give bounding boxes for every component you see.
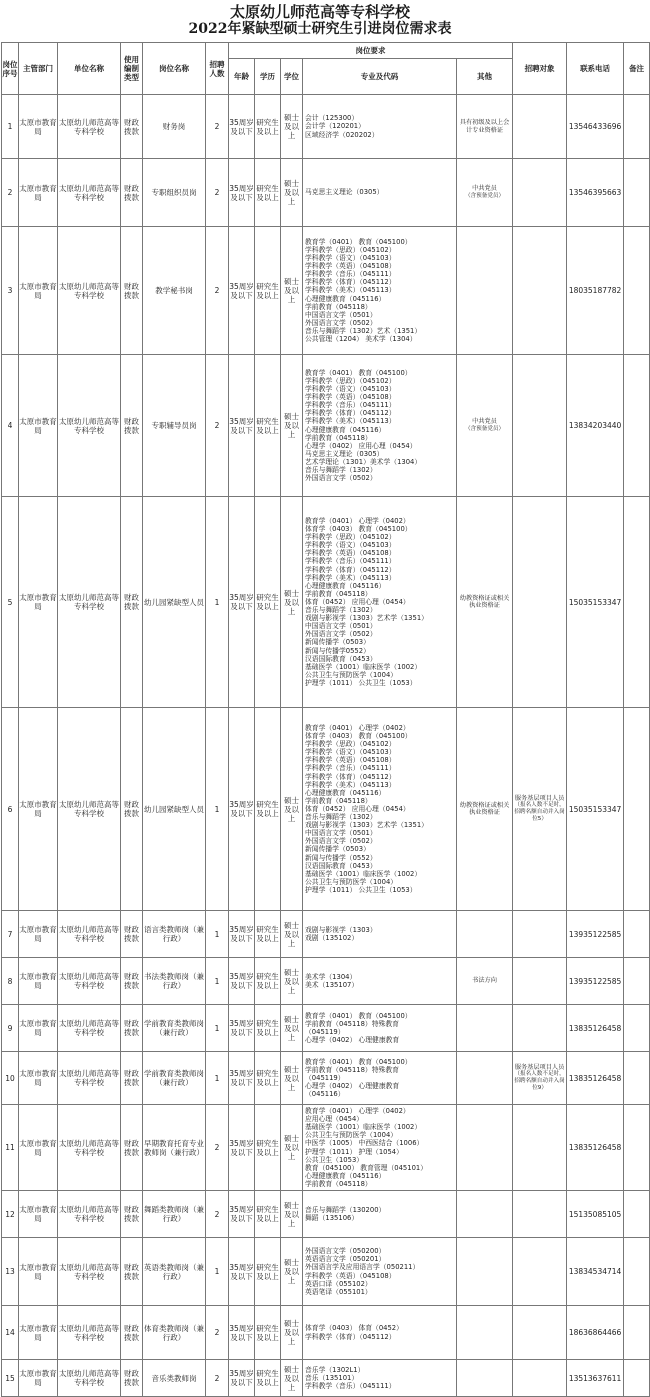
header-count: 招聘人数 — [206, 43, 229, 95]
cell-unit: 太原幼儿师范高等专科学校 — [58, 1360, 121, 1397]
cell-seq: 10 — [2, 1052, 19, 1105]
cell-age: 35周岁及以下 — [229, 1105, 255, 1191]
cell-unit: 太原幼儿师范高等专科学校 — [58, 1238, 121, 1306]
cell-degree: 硕士及以上 — [281, 1191, 303, 1238]
cell-degree: 硕士及以上 — [281, 1360, 303, 1397]
cell-education: 研究生及以上 — [255, 1360, 281, 1397]
cell-dept: 太原市教育局 — [19, 497, 58, 708]
cell-target — [513, 708, 567, 911]
cell-unit: 太原幼儿师范高等专科学校 — [58, 1052, 121, 1105]
cell-post: 教学秘书岗 — [143, 227, 206, 355]
cell-other-text: 具有初级及以上会计专业资格证 — [459, 119, 510, 134]
cell-seq: 8 — [2, 958, 19, 1005]
cell-phone: 15035153347 — [567, 708, 624, 911]
cell-post: 音乐类教师岗 — [143, 1360, 206, 1397]
cell-count: 1 — [206, 958, 229, 1005]
cell-post: 幼儿园紧缺型人员 — [143, 497, 206, 708]
table-row — [2, 911, 650, 958]
cell-dept: 太原市教育局 — [19, 1005, 58, 1052]
cell-dept: 太原市教育局 — [19, 1306, 58, 1360]
cell-seq: 14 — [2, 1306, 19, 1360]
cell-seq: 3 — [2, 227, 19, 355]
cell-unit: 太原幼儿师范高等专科学校 — [58, 497, 121, 708]
document-title: 太原幼儿师范高等专科学校 — [229, 3, 410, 21]
header-target: 招聘对象 — [513, 43, 567, 95]
cell-degree: 硕士及以上 — [281, 1005, 303, 1052]
cell-education: 研究生及以上 — [255, 227, 281, 355]
cell-count: 2 — [206, 95, 229, 159]
cell-staffing: 财政拨款 — [121, 497, 143, 708]
cell-phone: 15135085105 — [567, 1191, 624, 1238]
cell-education: 研究生及以上 — [255, 159, 281, 227]
cell-target — [513, 159, 567, 227]
cell-other — [457, 1105, 513, 1191]
table-row — [2, 1306, 650, 1360]
cell-phone: 13935122585 — [567, 958, 624, 1005]
cell-phone: 13834534714 — [567, 1238, 624, 1306]
cell-post: 学前教育类教师岗（兼行政） — [143, 1005, 206, 1052]
cell-post: 幼儿园紧缺型人员 — [143, 708, 206, 911]
cell-other — [457, 1360, 513, 1397]
cell-education: 研究生及以上 — [255, 1105, 281, 1191]
cell-unit: 太原幼儿师范高等专科学校 — [58, 708, 121, 911]
cell-major: 教育学（0401） 教育（045100） 学前教育（045118）特殊教育 （045119） 心理学（0402） 心理健康教育 — [303, 1005, 457, 1052]
cell-unit: 太原幼儿师范高等专科学校 — [58, 911, 121, 958]
cell-dept: 太原市教育局 — [19, 1191, 58, 1238]
cell-staffing: 财政拨款 — [121, 1238, 143, 1306]
cell-count: 1 — [206, 708, 229, 911]
cell-target — [513, 958, 567, 1005]
cell-count: 1 — [206, 1052, 229, 1105]
table-row — [2, 1052, 650, 1105]
cell-degree: 硕士及以上 — [281, 497, 303, 708]
cell-dept: 太原市教育局 — [19, 1052, 58, 1105]
cell-major: 教育学（0401） 心理学（0402） 体育学（0403） 教育（045100） 学科教学（思政）（045102） 学科教学（语文）（045103） 学科教学（英语）（045108） 学科教学（音乐）（045111） 学科教学（体育）（045112） 学科教学（美术）（045113） 心理健康教育（045116） 学前教育（045118） 体育（0452） 应用心理（0454） 音乐与舞蹈学（1302） 戏剧与影视学（1303）艺术学（1351） 中国语言文学（0501） 外国语言文学（0502） 新闻传播学（0503） 新闻与传播学（0552） 汉语国际教育（0453） 基础医学（1001）临床医学（1002） 公共卫生与预防医学（1004） 护理学（1011） 公共卫生（1053） — [303, 708, 457, 911]
cell-staffing: 财政拨款 — [121, 1360, 143, 1397]
cell-remark — [624, 95, 650, 159]
cell-other — [457, 958, 513, 1005]
cell-other — [457, 1191, 513, 1238]
cell-count: 2 — [206, 227, 229, 355]
cell-major: 会计（125300） 会计学（120201） 区域经济学（020202） — [303, 95, 457, 159]
cell-other — [457, 1238, 513, 1306]
table-row — [2, 1105, 650, 1191]
cell-seq: 4 — [2, 355, 19, 497]
cell-phone: 13834203440 — [567, 355, 624, 497]
cell-degree: 硕士及以上 — [281, 1052, 303, 1105]
cell-count: 2 — [206, 1191, 229, 1238]
cell-degree: 硕士及以上 — [281, 227, 303, 355]
cell-major: 马克思主义理论（0305） — [303, 159, 457, 227]
cell-other — [457, 227, 513, 355]
cell-seq: 13 — [2, 1238, 19, 1306]
cell-other — [457, 1052, 513, 1105]
cell-other-text: 中共党员 — [472, 418, 497, 426]
cell-remark — [624, 1052, 650, 1105]
cell-degree: 硕士及以上 — [281, 355, 303, 497]
cell-unit: 太原幼儿师范高等专科学校 — [58, 1306, 121, 1360]
cell-post: 财务岗 — [143, 95, 206, 159]
cell-staffing: 财政拨款 — [121, 1005, 143, 1052]
cell-major: 戏剧与影视学（1303） 戏剧（135102） — [303, 911, 457, 958]
cell-remark — [624, 708, 650, 911]
cell-phone: 18035187782 — [567, 227, 624, 355]
cell-degree: 硕士及以上 — [281, 1105, 303, 1191]
cell-other — [457, 1306, 513, 1360]
cell-seq: 9 — [2, 1005, 19, 1052]
cell-seq: 7 — [2, 911, 19, 958]
cell-other-text: 幼教资格证或相关执业资格证 — [459, 594, 510, 609]
cell-unit: 太原幼儿师范高等专科学校 — [58, 159, 121, 227]
cell-staffing: 财政拨款 — [121, 355, 143, 497]
cell-seq: 11 — [2, 1105, 19, 1191]
header-requirements: 岗位要求 — [229, 43, 513, 59]
cell-phone: 18636864466 — [567, 1306, 624, 1360]
cell-education: 研究生及以上 — [255, 1238, 281, 1306]
cell-staffing: 财政拨款 — [121, 708, 143, 911]
cell-unit: 太原幼儿师范高等专科学校 — [58, 1105, 121, 1191]
header-age: 年龄 — [229, 59, 255, 95]
cell-major: 音乐与舞蹈学（130200） 舞蹈（135106） — [303, 1191, 457, 1238]
cell-remark — [624, 1105, 650, 1191]
cell-dept: 太原市教育局 — [19, 227, 58, 355]
cell-major: 音乐学（1302L1） 音乐（135101） 学科教学（音乐）（045111） — [303, 1360, 457, 1397]
cell-count: 2 — [206, 1306, 229, 1360]
cell-post: 语言类教师岗（兼行政） — [143, 911, 206, 958]
table-row — [2, 1238, 650, 1306]
table-row — [2, 95, 650, 159]
cell-target — [513, 1191, 567, 1238]
cell-remark — [624, 1191, 650, 1238]
cell-remark — [624, 227, 650, 355]
cell-target — [513, 95, 567, 159]
cell-education: 研究生及以上 — [255, 911, 281, 958]
table-row — [2, 1360, 650, 1397]
cell-other — [457, 1005, 513, 1052]
cell-degree: 硕士及以上 — [281, 1306, 303, 1360]
cell-major: 教育学（0401） 心理学（0402） 应用心理（0454） 基础医学（1001）临床医学（1002） 公共卫生与预防医学（1004） 中医学（1005） 中西医结合（1006） 护理学（1011） 护理（1054） 公共卫生（1053） 教育（045100） 教育管理（045101） 心理健康教育（045116） 学前教育（045118） — [303, 1105, 457, 1191]
cell-remark — [624, 958, 650, 1005]
cell-phone: 13835126458 — [567, 1005, 624, 1052]
cell-age: 35周岁及以下 — [229, 911, 255, 958]
cell-phone: 13835126458 — [567, 1105, 624, 1191]
table-body — [2, 95, 650, 1397]
header-remark: 备注 — [624, 43, 650, 95]
header-major: 专业及代码 — [303, 59, 457, 95]
cell-unit: 太原幼儿师范高等专科学校 — [58, 95, 121, 159]
cell-age: 35周岁及以下 — [229, 1238, 255, 1306]
cell-phone: 13546433696 — [567, 95, 624, 159]
cell-count: 2 — [206, 159, 229, 227]
cell-education: 研究生及以上 — [255, 1306, 281, 1360]
cell-age: 35周岁及以下 — [229, 1360, 255, 1397]
cell-other — [457, 159, 513, 227]
document-subtitle: 2022年紧缺型硕士研究生引进岗位需求表 — [188, 21, 452, 37]
cell-remark — [624, 1238, 650, 1306]
cell-seq: 6 — [2, 708, 19, 911]
cell-other-text: 幼教资格证或相关执业资格证 — [459, 801, 510, 816]
cell-education: 研究生及以上 — [255, 1052, 281, 1105]
cell-target-note: （报名人数不足时，招聘名额自动并入岗位9） — [514, 1071, 565, 1092]
header-other: 其他 — [457, 59, 513, 95]
cell-education: 研究生及以上 — [255, 708, 281, 911]
cell-phone: 15035153347 — [567, 497, 624, 708]
cell-target-text: 服务基层项目人员 — [514, 1063, 565, 1071]
cell-other — [457, 497, 513, 708]
table-row — [2, 159, 650, 227]
cell-other — [457, 95, 513, 159]
cell-count: 2 — [206, 1360, 229, 1397]
cell-staffing: 财政拨款 — [121, 95, 143, 159]
cell-post: 专职组织员岗 — [143, 159, 206, 227]
cell-post: 专职辅导员岗 — [143, 355, 206, 497]
cell-phone: 13835126458 — [567, 1052, 624, 1105]
cell-target-text: 服务基层项目人员 — [514, 794, 565, 802]
cell-phone: 13513637611 — [567, 1360, 624, 1397]
cell-age: 35周岁及以下 — [229, 497, 255, 708]
cell-age: 35周岁及以下 — [229, 95, 255, 159]
cell-post: 书法类教师岗（兼行政） — [143, 958, 206, 1005]
header-education: 学历 — [255, 59, 281, 95]
cell-other — [457, 355, 513, 497]
cell-education: 研究生及以上 — [255, 1191, 281, 1238]
table-row — [2, 227, 650, 355]
cell-age: 35周岁及以下 — [229, 1005, 255, 1052]
header-degree: 学位 — [281, 59, 303, 95]
cell-target — [513, 1306, 567, 1360]
cell-dept: 太原市教育局 — [19, 95, 58, 159]
cell-dept: 太原市教育局 — [19, 1105, 58, 1191]
header-staffing: 使用编制类型 — [121, 43, 143, 95]
cell-staffing: 财政拨款 — [121, 958, 143, 1005]
cell-count: 1 — [206, 911, 229, 958]
cell-unit: 太原幼儿师范高等专科学校 — [58, 1005, 121, 1052]
header-unit: 单位名称 — [58, 43, 121, 95]
cell-other-note: （含预备党员） — [464, 192, 505, 199]
table-row — [2, 1191, 650, 1238]
cell-remark — [624, 497, 650, 708]
cell-target — [513, 355, 567, 497]
cell-target — [513, 497, 567, 708]
cell-remark — [624, 1306, 650, 1360]
cell-major: 教育学（0401） 教育（045100） 学前教育（045118）特殊教育 （045119） 心理学（0402） 心理健康教育 （045116） — [303, 1052, 457, 1105]
cell-count: 1 — [206, 497, 229, 708]
cell-major: 教育学（0401） 教育（045100） 学科教学（思政）（045102） 学科教学（语文）（045103） 学科教学（英语）（045108） 学科教学（音乐）（045111） 学科教学（体育）（045112） 学科教学（美术）（045113） 心理健康教育（045116） 学前教育（045118） 中国语言文学（0501） 外国语言文学（0502） 音乐与舞蹈学（1302）艺术（1351） 公共管理（1204） 美术学（1304） — [303, 227, 457, 355]
cell-dept: 太原市教育局 — [19, 708, 58, 911]
cell-dept: 太原市教育局 — [19, 355, 58, 497]
cell-staffing: 财政拨款 — [121, 911, 143, 958]
cell-other-note: （含预备党员） — [464, 425, 505, 432]
header-dept: 主管部门 — [19, 43, 58, 95]
cell-seq: 5 — [2, 497, 19, 708]
cell-education: 研究生及以上 — [255, 95, 281, 159]
cell-staffing: 财政拨款 — [121, 1105, 143, 1191]
cell-age: 35周岁及以下 — [229, 159, 255, 227]
cell-count: 1 — [206, 1005, 229, 1052]
cell-age: 35周岁及以下 — [229, 227, 255, 355]
table-row — [2, 1005, 650, 1052]
cell-target — [513, 1105, 567, 1191]
cell-seq: 12 — [2, 1191, 19, 1238]
cell-remark — [624, 159, 650, 227]
cell-age: 35周岁及以下 — [229, 1052, 255, 1105]
cell-major: 外国语言文学（050200） 英语语言文学（050201） 外国语言学及应用语言学（050211） 学科教学（英语）（045108） 英语口译（055102） 英语笔译（055101） — [303, 1238, 457, 1306]
cell-staffing: 财政拨款 — [121, 227, 143, 355]
cell-dept: 太原市教育局 — [19, 911, 58, 958]
cell-seq: 15 — [2, 1360, 19, 1397]
cell-age: 35周岁及以下 — [229, 1191, 255, 1238]
cell-target-note: （报名人数不足时，招聘名额自动并入岗位5） — [514, 802, 565, 823]
cell-seq: 2 — [2, 159, 19, 227]
cell-degree: 硕士及以上 — [281, 708, 303, 911]
cell-unit: 太原幼儿师范高等专科学校 — [58, 355, 121, 497]
cell-post: 舞蹈类教师岗（兼行政） — [143, 1191, 206, 1238]
cell-target — [513, 1238, 567, 1306]
cell-education: 研究生及以上 — [255, 958, 281, 1005]
cell-phone: 13546395663 — [567, 159, 624, 227]
cell-other — [457, 911, 513, 958]
cell-target — [513, 1052, 567, 1105]
cell-count: 2 — [206, 1105, 229, 1191]
cell-dept: 太原市教育局 — [19, 958, 58, 1005]
cell-unit: 太原幼儿师范高等专科学校 — [58, 227, 121, 355]
cell-post: 早期教育托育专业教师岗（兼行政） — [143, 1105, 206, 1191]
cell-age: 35周岁及以下 — [229, 958, 255, 1005]
table-row — [2, 958, 650, 1005]
cell-dept: 太原市教育局 — [19, 1360, 58, 1397]
cell-remark — [624, 911, 650, 958]
cell-other — [457, 708, 513, 911]
cell-post: 英语类教师岗（兼行政） — [143, 1238, 206, 1306]
cell-major: 美术学（1304） 美术（135107） — [303, 958, 457, 1005]
cell-education: 研究生及以上 — [255, 1005, 281, 1052]
cell-count: 2 — [206, 355, 229, 497]
cell-target — [513, 1360, 567, 1397]
cell-degree: 硕士及以上 — [281, 958, 303, 1005]
cell-post: 学前教育类教师岗（兼行政） — [143, 1052, 206, 1105]
cell-remark — [624, 1005, 650, 1052]
cell-target — [513, 1005, 567, 1052]
cell-other-text: 书法方向 — [472, 977, 497, 985]
cell-count: 1 — [206, 1238, 229, 1306]
cell-unit: 太原幼儿师范高等专科学校 — [58, 1191, 121, 1238]
table-row — [2, 497, 650, 708]
cell-staffing: 财政拨款 — [121, 1052, 143, 1105]
table-row — [2, 708, 650, 911]
cell-degree: 硕士及以上 — [281, 159, 303, 227]
cell-major: 教育学（0401） 心理学（0402） 体育学（0403） 教育（045100） 学科教学（思政）（045102） 学科教学（语文）（045103） 学科教学（英语）（045108） 学科教学（音乐）（045111） 学科教学（体育）（045112） 学科教学（美术）（045113） 心理健康教育（045116） 学前教育（045118） 体育（0452） 应用心理（0454） 音乐与舞蹈学（1302） 戏剧与影视学（1303）艺术学（1351） 中国语言文学（0501） 外国语言文学（0502） 新闻传播学（0503） 新闻与传播学0552） 汉语国际教育（0453） 基础医学（1001）临床医学（1002） 公共卫生与预防医学（1004） 护理学（1011） 公共卫生（1053） — [303, 497, 457, 708]
cell-education: 研究生及以上 — [255, 497, 281, 708]
cell-major: 教育学（0401） 教育（045100） 学科教学（思政）（045102） 学科教学（语文）（045103） 学科教学（英语）（045108） 学科教学（音乐）（045111） 学科教学（体育）（045112） 学科教学（美术）（045113） 心理健康教育（045116） 学前教育（045118） 心理学（0402） 应用心理（0454） 马克思主义理论（0305） 艺术学理论（1301）美术学（1304） 音乐与舞蹈学（1302） 外国语言文学（0502） — [303, 355, 457, 497]
cell-target — [513, 227, 567, 355]
cell-phone: 13935122585 — [567, 911, 624, 958]
cell-education: 研究生及以上 — [255, 355, 281, 497]
cell-dept: 太原市教育局 — [19, 1238, 58, 1306]
cell-dept: 太原市教育局 — [19, 159, 58, 227]
cell-degree: 硕士及以上 — [281, 911, 303, 958]
cell-post: 体育类教师岗（兼行政） — [143, 1306, 206, 1360]
header-phone: 联系电话 — [567, 43, 624, 95]
cell-remark — [624, 1360, 650, 1397]
cell-staffing: 财政拨款 — [121, 159, 143, 227]
cell-other-text: 中共党员 — [472, 185, 497, 193]
cell-unit: 太原幼儿师范高等专科学校 — [58, 958, 121, 1005]
cell-seq: 1 — [2, 95, 19, 159]
cell-age: 35周岁及以下 — [229, 355, 255, 497]
cell-degree: 硕士及以上 — [281, 95, 303, 159]
cell-age: 35周岁及以下 — [229, 708, 255, 911]
header-post: 岗位名称 — [143, 43, 206, 95]
cell-age: 35周岁及以下 — [229, 1306, 255, 1360]
cell-major: 体育学（0403） 体育（0452） 学科教学（体育）（045112） — [303, 1306, 457, 1360]
cell-staffing: 财政拨款 — [121, 1191, 143, 1238]
header-seq: 岗位序号 — [2, 43, 19, 95]
cell-target — [513, 911, 567, 958]
table-row — [2, 355, 650, 497]
cell-staffing: 财政拨款 — [121, 1306, 143, 1360]
job-requirements-table — [1, 42, 650, 1397]
cell-remark — [624, 355, 650, 497]
cell-degree: 硕士及以上 — [281, 1238, 303, 1306]
